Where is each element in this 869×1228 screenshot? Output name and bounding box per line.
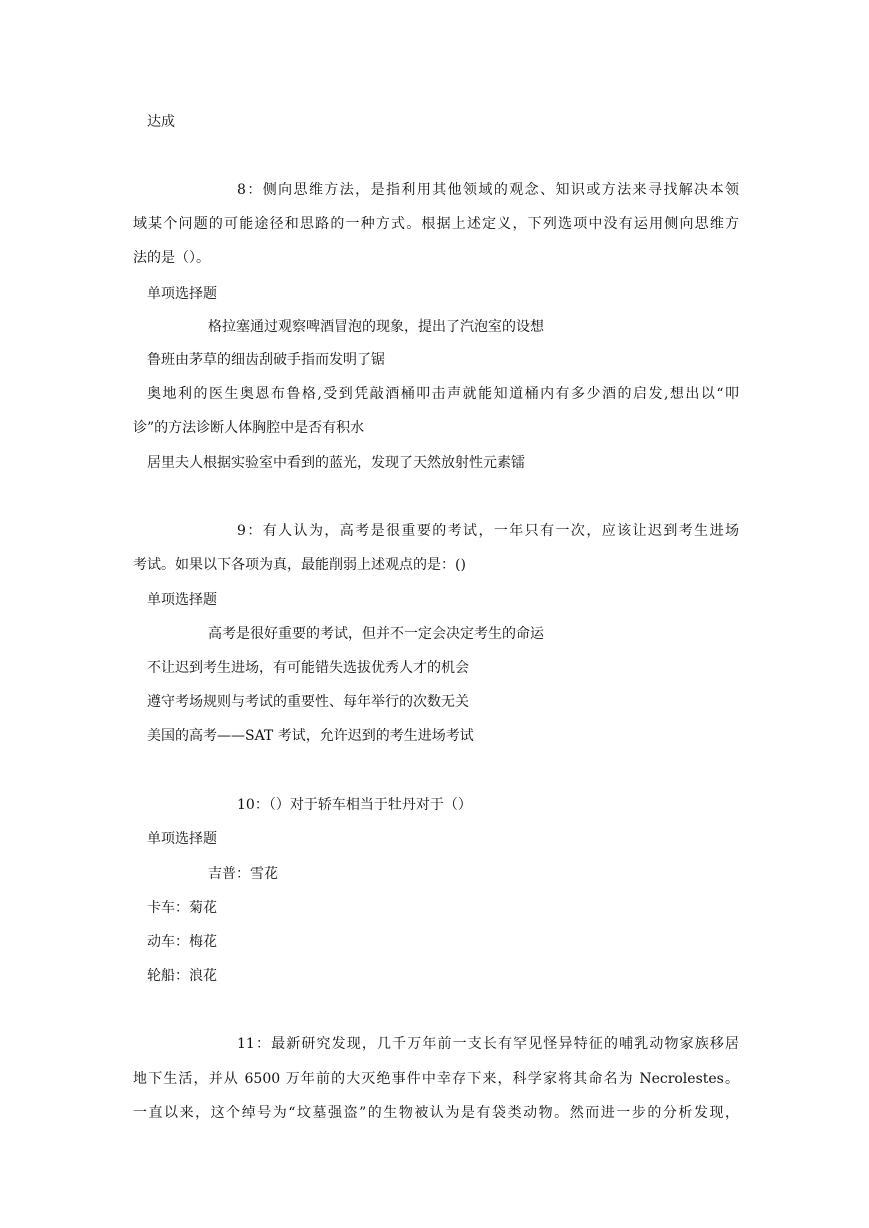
question-10-option-1: 吉普：雪花 bbox=[208, 866, 278, 882]
question-8-stem-line-2: 域某个问题的可能途径和思路的一种方式。根据上述定义，下列选项中没有运用侧向思维方 bbox=[133, 216, 739, 232]
question-10-stem: 10：（）对于轿车相当于牡丹对于（） bbox=[237, 797, 472, 813]
question-8-stem-line-1: 8：侧向思维方法，是指利用其他领域的观念、知识或方法来寻找解决本领 bbox=[237, 182, 739, 198]
question-10-option-2: 卡车：菊花 bbox=[147, 900, 217, 916]
question-10-type: 单项选择题 bbox=[147, 831, 217, 847]
question-11-stem-line-3: 一直以来，这个绰号为“坟墓强盗”的生物被认为是有袋类动物。然而进一步的分析发现， bbox=[133, 1105, 739, 1121]
previous-option-tail: 达成 bbox=[147, 114, 175, 130]
question-9-type: 单项选择题 bbox=[147, 592, 217, 608]
question-9-stem-line-2: 考试。如果以下各项为真，最能削弱上述观点的是：() bbox=[133, 557, 466, 573]
question-8-option-2: 鲁班由茅草的细齿刮破手指而发明了锯 bbox=[147, 352, 385, 368]
question-11-stem-line-2: 地下生活，并从 6500 万年前的大灭绝事件中幸存下来，科学家将其命名为 Necrolestes。 bbox=[133, 1071, 739, 1087]
question-9-option-1: 高考是很好重要的考试，但并不一定会决定考生的命运 bbox=[208, 626, 544, 642]
question-9-option-3: 遵守考场规则与考试的重要性、每年举行的次数无关 bbox=[147, 694, 469, 710]
question-10-option-4: 轮船：浪花 bbox=[147, 968, 217, 984]
question-9-option-4: 美国的高考——SAT 考试，允许迟到的考生进场考试 bbox=[147, 728, 474, 744]
question-10-option-3: 动车：梅花 bbox=[147, 934, 217, 950]
question-8-stem-line-3: 法的是（）。 bbox=[133, 250, 210, 266]
question-8-option-3-line-2: 诊”的方法诊断人体胸腔中是否有积水 bbox=[133, 420, 365, 436]
question-8-option-3-line-1: 奥地利的医生奥恩布鲁格,受到凭敲酒桶叩击声就能知道桶内有多少酒的启发,想出以“叩 bbox=[147, 386, 739, 402]
question-8-option-4: 居里夫人根据实验室中看到的蓝光，发现了天然放射性元素镭 bbox=[147, 455, 525, 471]
question-11-stem-line-1: 11：最新研究发现，几千万年前一支长有罕见怪异特征的哺乳动物家族移居 bbox=[237, 1036, 739, 1052]
question-9-option-2: 不让迟到考生进场，有可能错失选拔优秀人才的机会 bbox=[147, 660, 469, 676]
question-8-type: 单项选择题 bbox=[147, 286, 217, 302]
question-9-stem-line-1: 9：有人认为，高考是很重要的考试，一年只有一次，应该让迟到考生进场 bbox=[237, 523, 739, 539]
question-8-option-1: 格拉塞通过观察啤酒冒泡的现象，提出了汽泡室的设想 bbox=[208, 319, 544, 335]
